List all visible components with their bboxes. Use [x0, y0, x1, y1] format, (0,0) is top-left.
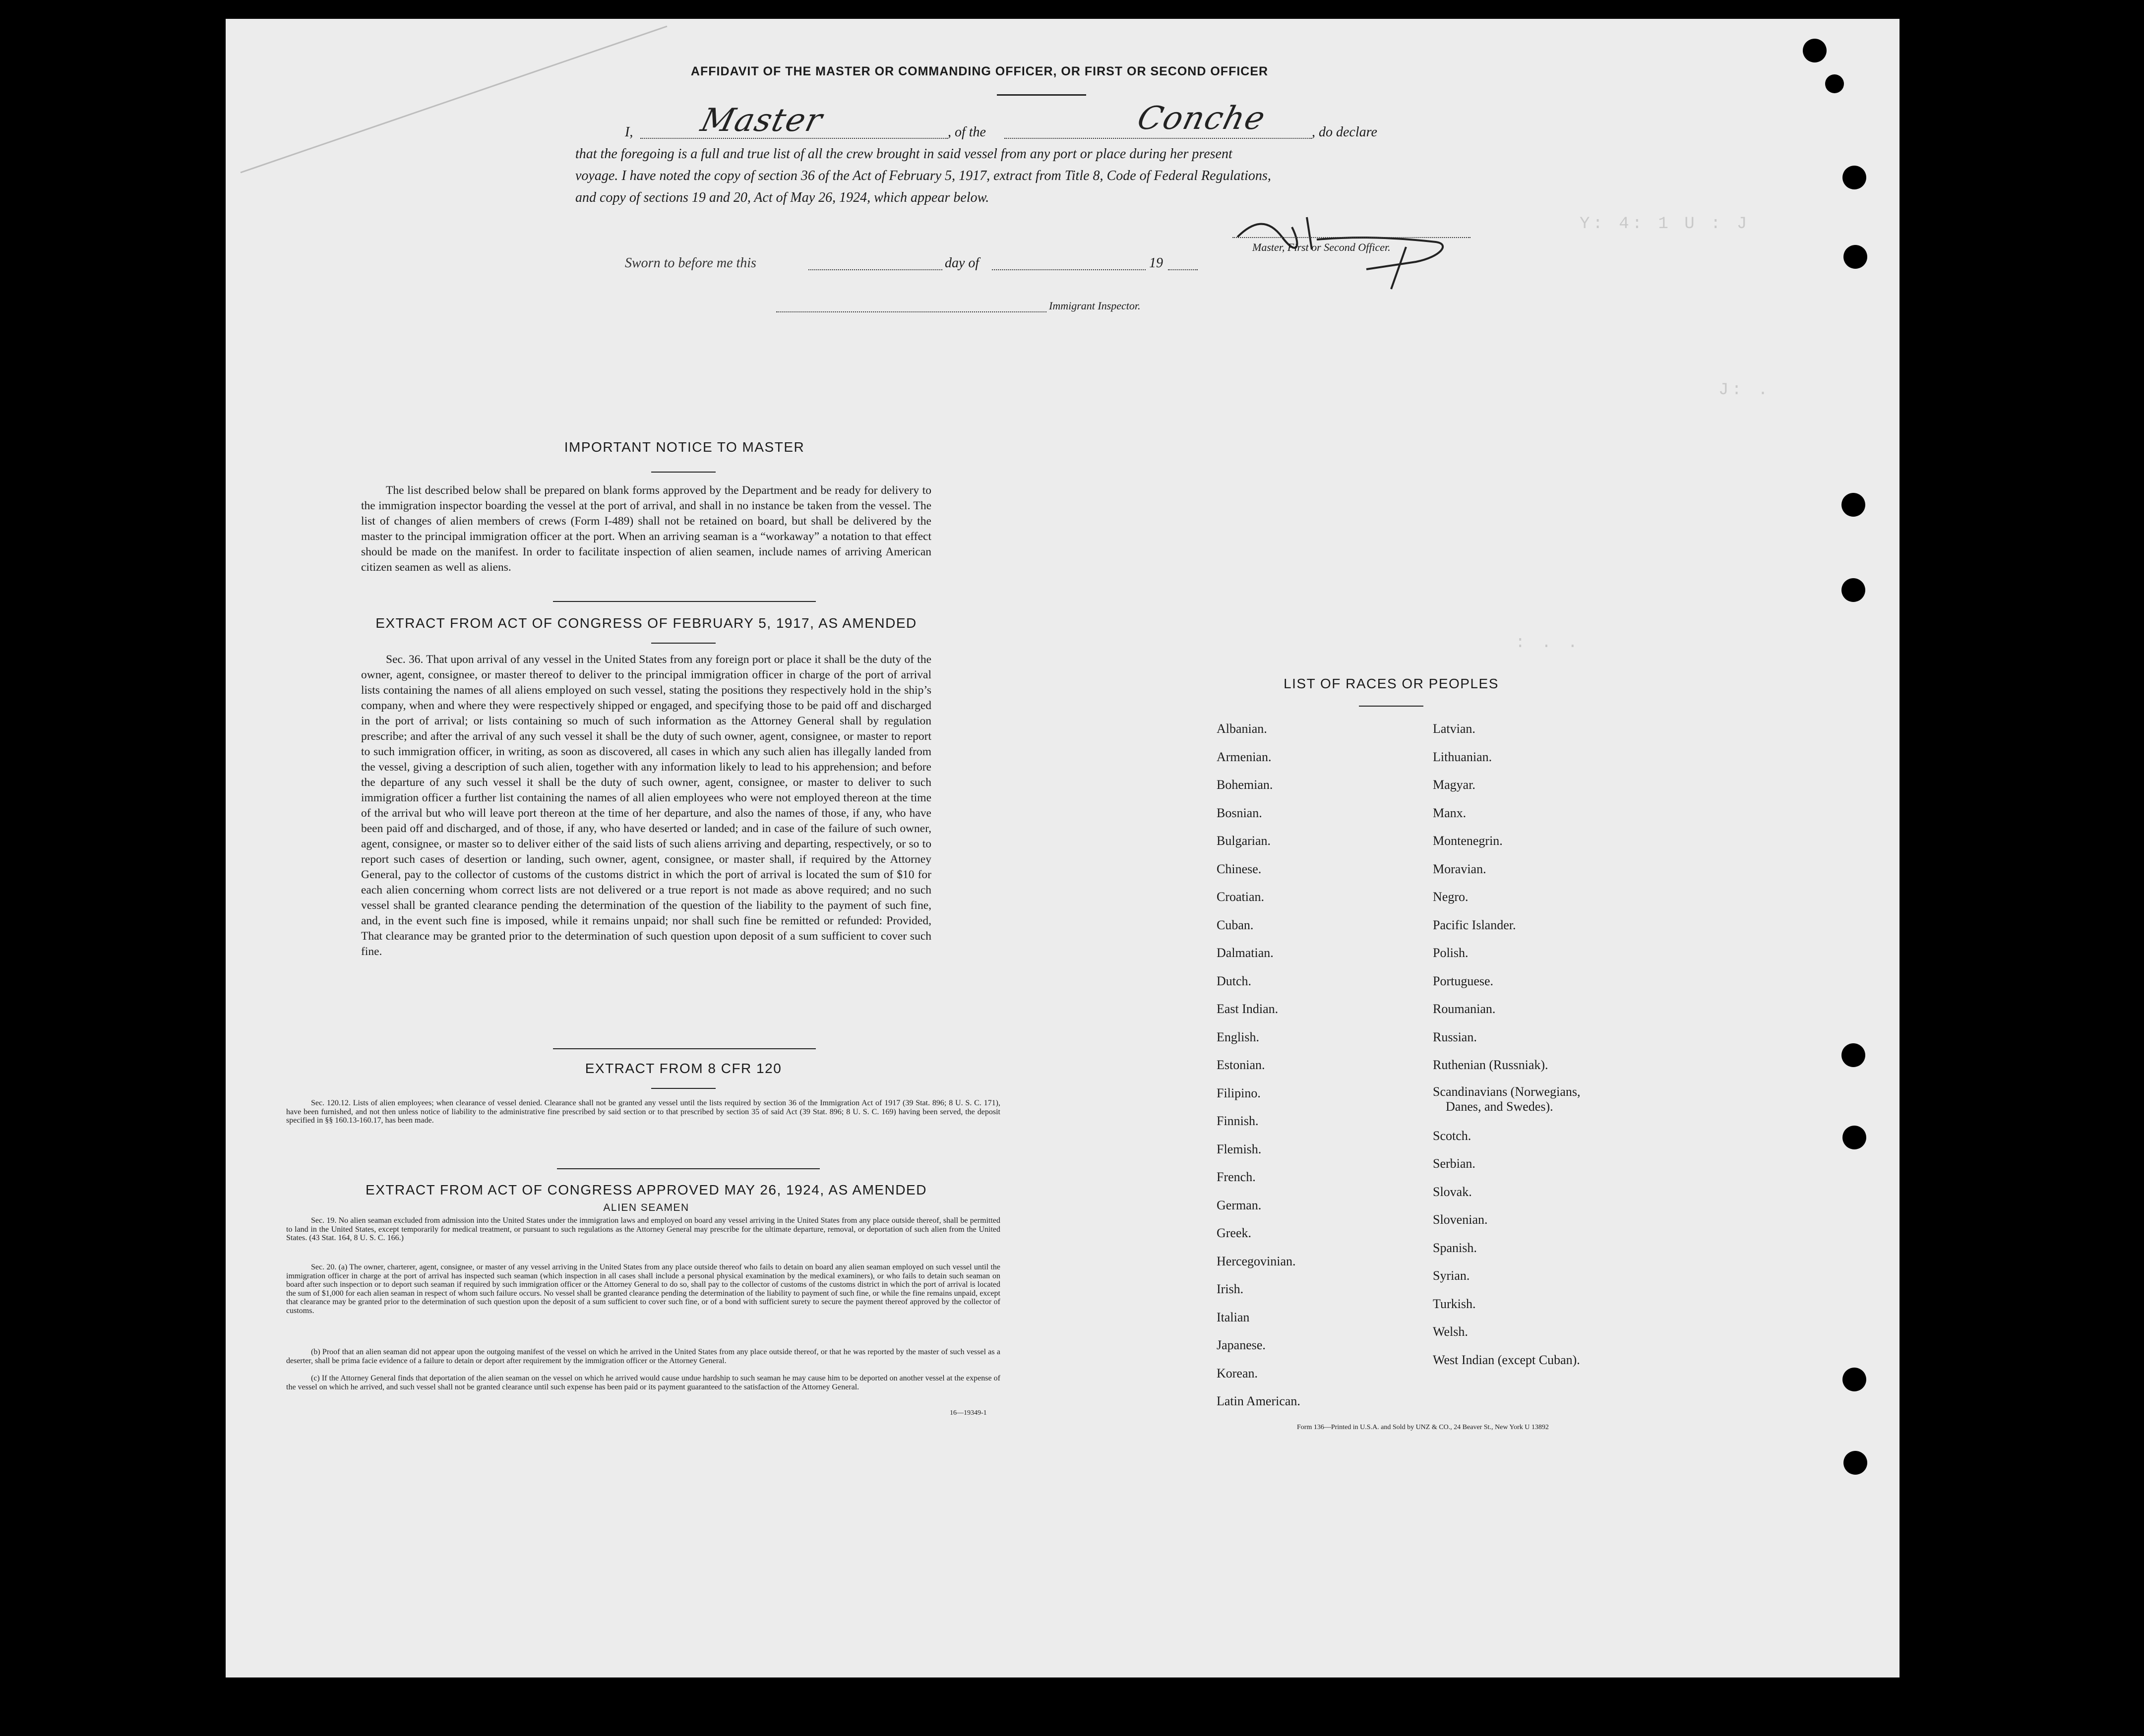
affidavit-i: I, — [625, 124, 633, 140]
punch-hole — [1803, 39, 1827, 62]
signature-line — [1232, 237, 1470, 238]
race-item: Russian. — [1433, 1029, 1477, 1044]
sworn-prefix: Sworn to before me this — [625, 255, 756, 271]
title-underline — [997, 94, 1086, 96]
declaration-line: voyage. I have noted the copy of section 36 of the Act of February 5, 1917, extract from Title 8, Code of Federal Regulations, — [575, 168, 1271, 183]
race-item: Croatian. — [1217, 890, 1265, 904]
handwritten-master: Master — [697, 102, 827, 139]
sworn-month-blank — [992, 269, 1146, 270]
sworn-year-blank — [1168, 269, 1198, 270]
extract-1924-footer-code: 16—19349-1 — [950, 1409, 987, 1417]
race-item: Dalmatian. — [1217, 946, 1274, 960]
punch-hole — [1843, 1451, 1867, 1475]
sworn-day-label: day of — [945, 255, 980, 271]
races-title: LIST OF RACES OR PEOPLES — [1284, 676, 1499, 691]
race-item: Ruthenian (Russniak). — [1433, 1058, 1548, 1072]
race-item: Flemish. — [1217, 1141, 1262, 1156]
race-item: Turkish. — [1433, 1296, 1476, 1311]
extract-1924-sec20a: Sec. 20. (a) The owner, charterer, agent, consignee, or master of any vessel arriving in the United States from any place outside thereof who fails to detain on board any alien seaman employed on such vessel until the immigration officer in charge at the port of arrival has inspected such seaman (which inspection in all cases shall include a personal physical examination by the medical examiners), or who fails to detain such seaman on board after such inspection or to deport such seaman if required by such immigration officer or the Attorney General to do so, shall pay to the collector of customs of the customs district in which the port of arrival is located the sum of $1,000 for each alien seaman in respect of whom such failure occurs. No vessel shall be granted clearance pending the determination of the liability to payment of such fine, or while the fine remains unpaid, except that clearance may be granted prior to the determination of such question upon the deposit of a sum sufficient to cover such fine, or of a bond with sufficient surety to secure the payment thereof approved by the collector of customs. — [286, 1263, 1000, 1315]
races-rule — [1359, 706, 1423, 707]
race-item: Bulgarian. — [1217, 834, 1271, 848]
form-footer: Form 136—Printed in U.S.A. and Sold by UNZ & CO., 24 Beaver St., New York U 13892 — [1297, 1424, 1549, 1431]
race-item: Moravian. — [1433, 861, 1486, 876]
race-item: Finnish. — [1217, 1114, 1259, 1128]
race-item: Filipino. — [1217, 1085, 1261, 1100]
race-item: Serbian. — [1433, 1156, 1475, 1171]
race-item: Korean. — [1217, 1366, 1258, 1380]
race-item: English. — [1217, 1029, 1259, 1044]
races-left-column — [1217, 715, 1300, 1416]
punch-hole — [1841, 493, 1865, 517]
race-item: French. — [1217, 1170, 1256, 1184]
notice-title: IMPORTANT NOTICE TO MASTER — [564, 439, 805, 455]
race-item: Slovak. — [1433, 1184, 1472, 1199]
vessel-blank-line — [1004, 138, 1312, 139]
notice-body: The list described below shall be prepared on blank forms approved by the Department and be ready for delivery to the immigration inspector boarding the vessel at the port of arrival, and shall in no instance be taken from the vessel. The list of changes of alien members of crews (Form I-489) shall not be retained on board, but shall be delivered by the master to the principal immigration officer at the port. When an arriving seaman is a “workaway” a notation to that effect should be made on the manifest. In order to facilitate inspection of alien seamen, include names of arriving American citizen seamen as well as aliens. — [361, 484, 931, 574]
punch-hole — [1843, 245, 1867, 269]
extract-cfr-body: Sec. 120.12. Lists of alien employees; when clearance of vessel denied. Clearance shall not be granted any vessel until the lists required by section 36 of the Immigration Act of 1917 (39 Stat. 896; 8 U. S. C. 171), have been furnished, and not then unless notice of liability to the administrative fine prescribed by said section or to that prescribed by section 35 of said Act (39 Stat. 896; 8 U. S. C. 169) having been served, the deposit specified in §§ 160.13-160.17, has been made. — [286, 1099, 1000, 1125]
sworn-year-label: 19 — [1149, 255, 1163, 271]
race-item: Welsh. — [1433, 1324, 1468, 1339]
race-item: Cuban. — [1217, 917, 1254, 932]
extract-cfr-title: EXTRACT FROM 8 CFR 120 — [585, 1061, 782, 1076]
extract-cfr-rule — [651, 1088, 716, 1089]
signature-caption: Master, First or Second Officer. — [1252, 241, 1391, 253]
inspector-line — [776, 311, 1046, 312]
race-item: Slovenian. — [1433, 1212, 1488, 1227]
punch-hole — [1842, 1368, 1866, 1391]
race-item: Bosnian. — [1217, 805, 1262, 820]
extract-1924-sec19: Sec. 19. No alien seaman excluded from admission into the United States under the immigration laws and employed on board any vessel arriving in the United States from any place outside thereof, shall be permitted to land in the United States, except temporarily for medical treatment, or pursuant to such regulations as the Attorney General may prescribe for the ultimate departure, removal, or deportation of such alien from the United States. (43 Stat. 164, 8 U. S. C. 166.) — [286, 1216, 1000, 1242]
document-page — [226, 19, 1899, 1677]
affidavit-title: AFFIDAVIT OF THE MASTER OR COMMANDING OFFICER, OR FIRST OR SECOND OFFICER — [690, 64, 1269, 78]
race-item: Negro. — [1433, 890, 1469, 904]
race-item: Magyar. — [1433, 778, 1475, 792]
section-divider — [553, 601, 816, 602]
race-item: Roumanian. — [1433, 1002, 1496, 1016]
section-divider — [557, 1168, 820, 1169]
race-item: Irish. — [1217, 1282, 1244, 1296]
punch-hole — [1841, 578, 1865, 602]
race-item: Lithuanian. — [1433, 749, 1492, 764]
race-item: Scandinavians (Norwegians, Danes, and Swedes). — [1433, 1084, 1581, 1114]
race-item: Hercegovinian. — [1217, 1254, 1296, 1268]
handwritten-vessel: Conche — [1133, 100, 1270, 137]
race-item: Albanian. — [1217, 721, 1267, 736]
extract-1924-sec20c: (c) If the Attorney General finds that deportation of the alien seaman on the vessel on which he arrived would cause undue hardship to such seaman he may cause him to be deported on another vessel at the expense of the vessel on which he arrived, and such vessel shall not be granted clearance until such expense has been paid or its payment guaranteed to the satisfaction of the Attorney General. — [286, 1374, 1000, 1391]
race-item: Scotch. — [1433, 1128, 1471, 1143]
races-right-column — [1433, 715, 1580, 1374]
affidavit-of-the: , of the — [948, 124, 986, 140]
inspector-caption: Immigrant Inspector. — [1049, 299, 1141, 312]
declaration-line: that the foregoing is a full and true list of all the crew brought in said vessel from any port or place during her present — [575, 146, 1232, 162]
extract-1924-sec20b: (b) Proof that an alien seaman did not appear upon the outgoing manifest of the vessel on which he arrived in the United States from any place outside thereof, or that he was reported by the master of such vessel as a deserter, shall be prima facie evidence of a failure to detain or deport after requirement by the immigration officer or the Attorney General. — [286, 1348, 1000, 1365]
declaration-line: and copy of sections 19 and 20, Act of May 26, 1924, which appear below. — [575, 190, 989, 205]
bleed-through-text: : . . — [1515, 634, 1581, 653]
race-item: Bohemian. — [1217, 778, 1273, 792]
race-item: Italian — [1217, 1310, 1250, 1324]
extract-1924-title: EXTRACT FROM ACT OF CONGRESS APPROVED MAY 26, 1924, AS AMENDED — [366, 1182, 927, 1197]
race-item: Greek. — [1217, 1226, 1252, 1240]
race-item: Polish. — [1433, 946, 1469, 960]
race-item: Portuguese. — [1433, 973, 1494, 988]
race-item: Chinese. — [1217, 861, 1262, 876]
race-item: Manx. — [1433, 805, 1467, 820]
race-item: East Indian. — [1217, 1002, 1279, 1016]
race-item: Latin American. — [1217, 1394, 1300, 1408]
section-divider — [553, 1048, 816, 1049]
punch-hole — [1825, 74, 1844, 93]
race-item: Dutch. — [1217, 973, 1252, 988]
race-item: Spanish. — [1433, 1240, 1477, 1255]
race-item: Japanese. — [1217, 1338, 1266, 1352]
affidavit-do-declare: , do declare — [1312, 124, 1377, 140]
race-item: German. — [1217, 1197, 1262, 1212]
race-item: Pacific Islander. — [1433, 917, 1516, 932]
extract-1917-title: EXTRACT FROM ACT OF CONGRESS OF FEBRUARY 5, 1917, AS AMENDED — [375, 615, 917, 631]
sworn-day-blank — [808, 269, 942, 270]
punch-hole — [1842, 1126, 1866, 1149]
notice-rule — [651, 472, 716, 473]
race-item: Syrian. — [1433, 1268, 1470, 1283]
punch-hole — [1842, 166, 1866, 189]
race-item: Estonian. — [1217, 1058, 1265, 1072]
bleed-through-text: Y: 4: 1 U : J — [1580, 215, 1750, 234]
race-item: Armenian. — [1217, 749, 1272, 764]
extract-1924-subtitle: ALIEN SEAMEN — [603, 1202, 689, 1213]
race-item: Montenegrin. — [1433, 834, 1503, 848]
race-item: West Indian (except Cuban). — [1433, 1352, 1580, 1367]
extract-1917-body: Sec. 36. That upon arrival of any vessel in the United States from any foreign port or place it shall be the duty of the owner, agent, consignee, or master thereof to deliver to the principal immigration officer in charge of the port of arrival lists containing the names of all aliens employed on such vessel, stating the positions they respectively hold in the ship’s company, when and where they were respectively shipped or engaged, and specifying those to be paid off and discharged in the port of arrival; or lists containing so much of such information as the Attorney General shall by regulation prescribe; and after the arrival of any such vessel it shall be the duty of such owner, agent, consignee, or master to report to such immigration officer, in writing, as soon as discovered, all cases in which any such alien has illegally landed from the vessel, giving a description of such alien, together with any information likely to lead to his apprehension; and before the departure of any such vessel it shall be the duty of such owner, agent, consignee, or master to deliver to such immigration officer a further list containing the names of all alien employees who were not employed thereon at the time of the arrival but who will leave port thereon at the time of her departure, and also the names of those, if any, who have been paid off and discharged, and of those, if any, who have deserted or landed; and in case of the failure of such owner, agent, consignee, or master so to deliver either of the said lists of such aliens arriving and departing, respectively, or so to report such cases of desertion or landing, such owner, agent, consignee, or master shall, if required by the Attorney General, pay to the collector of customs of the customs district in which the port of arrival is located the sum of $10 for each alien concerning whom correct lists are not delivered or a true report is not made as above required; and no such vessel shall be granted clearance pending the determination of the question of the liability to the payment of such fine, and, in the event such fine is imposed, while it remains unpaid; nor shall such fine be remitted or refunded: Provided, That clearance may be granted prior to the determination of such question upon deposit of a sum sufficient to cover such fine. — [361, 653, 931, 958]
bleed-through-text: J: . — [1718, 381, 1771, 400]
punch-hole — [1841, 1043, 1865, 1067]
race-item: Latvian. — [1433, 721, 1475, 736]
extract-1917-rule — [651, 643, 716, 644]
